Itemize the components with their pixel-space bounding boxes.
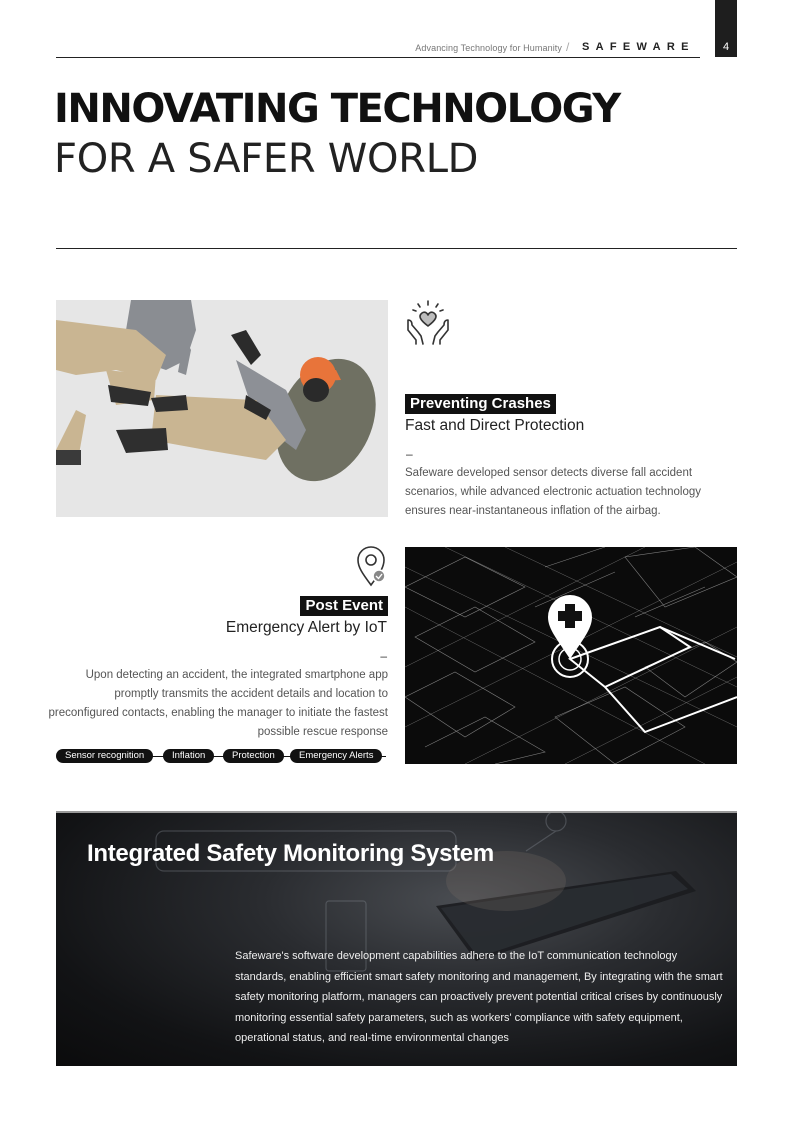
feature-dash: –: [380, 649, 387, 663]
page-title-light: FOR A SAFER WORLD: [54, 136, 479, 182]
airbag-fall-image: [56, 300, 388, 517]
feature-subtitle-emergency-alert: Emergency Alert by IoT: [225, 619, 387, 636]
feature-dash: –: [406, 447, 413, 461]
pill-sensor-recognition: Sensor recognition: [56, 749, 153, 763]
header-rule: [56, 57, 700, 58]
pill-emergency-alerts: Emergency Alerts: [290, 749, 382, 763]
pill-inflation: Inflation: [163, 749, 214, 763]
city-wireframe-map-image: [405, 547, 737, 764]
hands-heart-icon: [404, 298, 452, 346]
feature-subtitle-protection: Fast and Direct Protection: [405, 417, 585, 434]
feature-description-protection: Safeware developed sensor detects diverse fall accident scenarios, while advanced electronic actuation technology ensures near-instantaneous inflation of the airbag.: [405, 467, 701, 517]
brand-logo: SAFEWARE: [582, 41, 695, 53]
panel-top-border: [56, 811, 737, 813]
feature-description-emergency-alert: Upon detecting an accident, the integrated smartphone app promptly transmits the accident details and location to preconfigured contacts, enabling the manager to initiate the fastest possible rescue response: [48, 669, 388, 738]
feature-tag-preventing-crashes: Preventing Crashes: [405, 394, 556, 414]
header-slash: /: [566, 40, 570, 54]
page-number: 4: [722, 41, 730, 53]
feature-tag-post-event: Post Event: [300, 596, 388, 616]
section-rule: [56, 248, 737, 249]
panel-description: Safeware's software development capabilities adhere to the IoT communication technology standards, enabling efficient smart safety monitoring and management, By integrating with the smart safety monitoring platform, managers can proactively prevent potential critical crises by continuously monitoring essential safety parameters, such as workers' compliance with safety equipment, operational status, and real-time environmental changes: [235, 950, 723, 1044]
panel-title: Integrated Safety Monitoring System: [87, 840, 494, 867]
page-title-bold: INNOVATING TECHNOLOGY: [54, 86, 620, 132]
location-pin-check-icon: [354, 545, 388, 587]
header-tagline: Advancing Technology for Humanity: [415, 43, 562, 53]
pill-protection: Protection: [223, 749, 284, 763]
